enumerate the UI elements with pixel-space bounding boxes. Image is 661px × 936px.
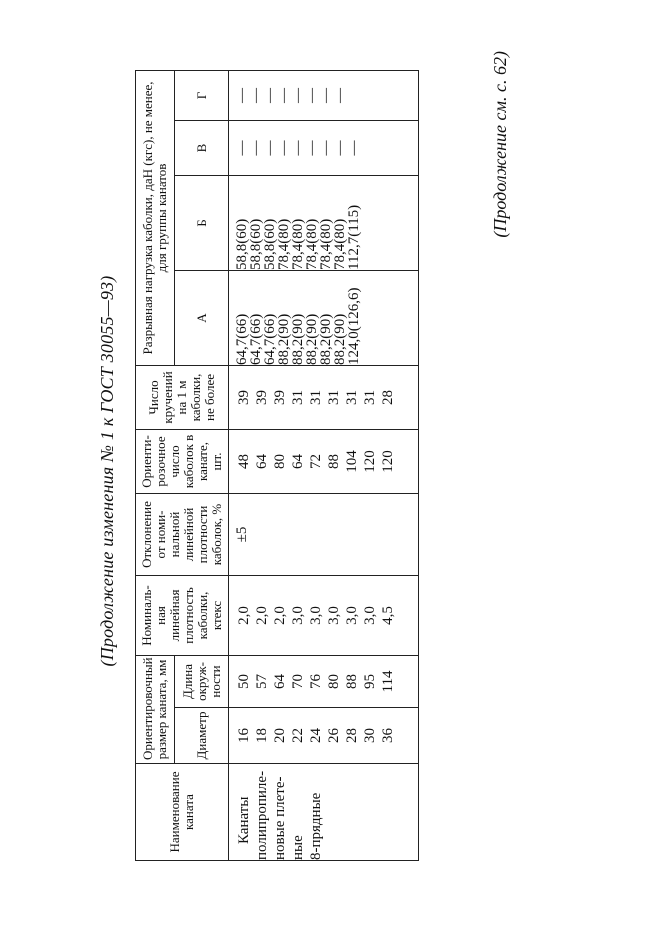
cell-value: 88,2(90) [276,313,292,365]
cell-value: 80 [272,453,288,469]
cell-value: 31 [344,389,360,405]
rope-name-line: новые плете- [272,776,288,860]
cell-value: — [346,140,362,156]
rope-name-line: полипропиле- [254,770,270,860]
continuation-header: (Продолжение изменения № 1 к ГОСТ 30055—93) [97,275,117,667]
cell-value: 2,0 [254,606,270,625]
cell-value: 88,2(90) [304,313,320,365]
cell-value: 112,7(115) [346,204,362,270]
cell-value: 88,2(90) [332,313,348,365]
col-twists-header: Число кручений на 1 м каболки, не более [136,365,229,429]
cell-value: 24 [308,728,324,743]
col-group-v-header: В [175,120,229,175]
table-body-row [229,70,419,860]
cell-value: 31 [308,389,324,405]
cell-value: — [262,87,278,103]
circumference-column [229,655,419,707]
col-size-header: Ориентировочный размер каната, мм [136,655,175,763]
col-group-b-header: Б [175,175,229,270]
rope-name-line: ные [290,835,306,860]
cell-value: 78,4(80) [318,218,334,270]
cell-value: 78,4(80) [276,218,292,270]
header-row-1 [136,70,175,860]
cell-value: 95 [362,674,378,689]
cell-value: 64,7(66) [248,313,264,365]
cell-value: — [332,140,348,156]
cell-value: 26 [326,728,342,743]
cell-value: — [304,140,320,156]
cell-value: — [304,87,320,103]
cell-value: 78,4(80) [290,218,306,270]
cell-value: 80 [326,674,342,689]
cell-value: 39 [236,389,252,405]
deviation-cell: ±5 [229,493,419,575]
cell-value: 58,8(60) [262,218,278,270]
rope-name-cell [229,764,419,861]
cell-value: 3,0 [308,606,324,625]
cell-value: 76 [308,674,324,689]
cell-value: 64 [254,453,270,469]
cell-value: 20 [272,728,288,743]
col-name-header: Наименование каната [136,764,229,861]
cell-value: 4,5 [380,606,396,625]
cell-value: 64,7(66) [262,313,278,365]
diameter-column [229,708,419,764]
cell-value: 78,4(80) [332,218,348,270]
cell-value: 57 [254,674,270,689]
cell-value: 28 [344,728,360,743]
twists-column [229,365,419,429]
cell-value: 39 [272,389,288,405]
cell-value: 28 [380,389,396,405]
cell-value: 3,0 [344,606,360,625]
cell-value: 22 [290,728,306,743]
load-b-column [229,175,419,270]
cell-value: — [262,140,278,156]
cell-value: 78,4(80) [304,218,320,270]
cell-value: 30 [362,728,378,743]
col-density-header: Номиналь-ная линейная плотность каболки, ктекс [136,575,229,655]
density-column [229,575,419,655]
cell-value: 88,2(90) [290,313,306,365]
cell-value: 70 [290,674,306,689]
cell-value: 39 [254,389,270,405]
cell-value: 3,0 [362,606,378,625]
cell-value: — [290,140,306,156]
cell-value: 72 [308,453,324,469]
col-circumference-header: Длина окруж-ности [175,655,229,707]
cell-value: — [234,87,250,103]
col-deviation-header: Отклонение от номи-нальной линейной плотности каболок, % [136,493,229,575]
cell-value: 50 [236,674,252,689]
cell-value: — [318,140,334,156]
cell-value: — [290,87,306,103]
load-g-column [229,70,419,120]
cell-value: 64 [290,453,306,469]
cell-value: 31 [362,389,378,405]
cell-value: 48 [236,453,252,469]
cell-value: 3,0 [326,606,342,625]
cell-value: — [248,140,264,156]
cell-value: 64,7(66) [234,313,250,365]
cell-value: 124,0(126,6) [346,287,362,365]
cell-value: — [332,87,348,103]
col-diameter-header: Диаметр [175,708,229,764]
cell-value: 64 [272,674,288,689]
rope-specs-table [135,70,419,861]
cell-value: 58,8(60) [234,218,250,270]
cell-value: 36 [380,728,396,743]
cell-value: 88,2(90) [318,313,334,365]
col-count-header: Ориенти-розочное число каболок в канате, шт. [136,429,229,493]
cell-value: 31 [290,389,306,405]
col-load-header: Разрывная нагрузка каболки, даН (кгс), не менее, для группы канатов [136,70,175,365]
cell-value: 58,8(60) [248,218,264,270]
cell-value: 2,0 [272,606,288,625]
cell-value: — [276,87,292,103]
cell-value: 120 [362,450,378,473]
rope-name-line: 8-прядные [308,792,324,860]
load-a-column [229,270,419,365]
cell-value: 88 [344,674,360,689]
col-group-a-header: А [175,270,229,365]
load-v-column [229,120,419,175]
continuation-footer: (Продолжение см. с. 62) [490,51,510,238]
cell-value: 3,0 [290,606,306,625]
cell-value: 114 [380,670,396,693]
cell-value: 2,0 [236,606,252,625]
rope-name-line: Канаты [236,796,252,844]
cell-value: 120 [380,450,396,473]
cell-value: 18 [254,728,270,743]
cell-value: — [248,87,264,103]
cell-value: — [318,87,334,103]
col-group-g-header: Г [175,70,229,120]
cell-value: — [234,140,250,156]
cell-value: — [276,140,292,156]
cell-value: 88 [326,453,342,469]
cell-value: 104 [344,450,360,473]
count-column [229,429,419,493]
cell-value: 31 [326,389,342,405]
cell-value: 16 [236,728,252,743]
